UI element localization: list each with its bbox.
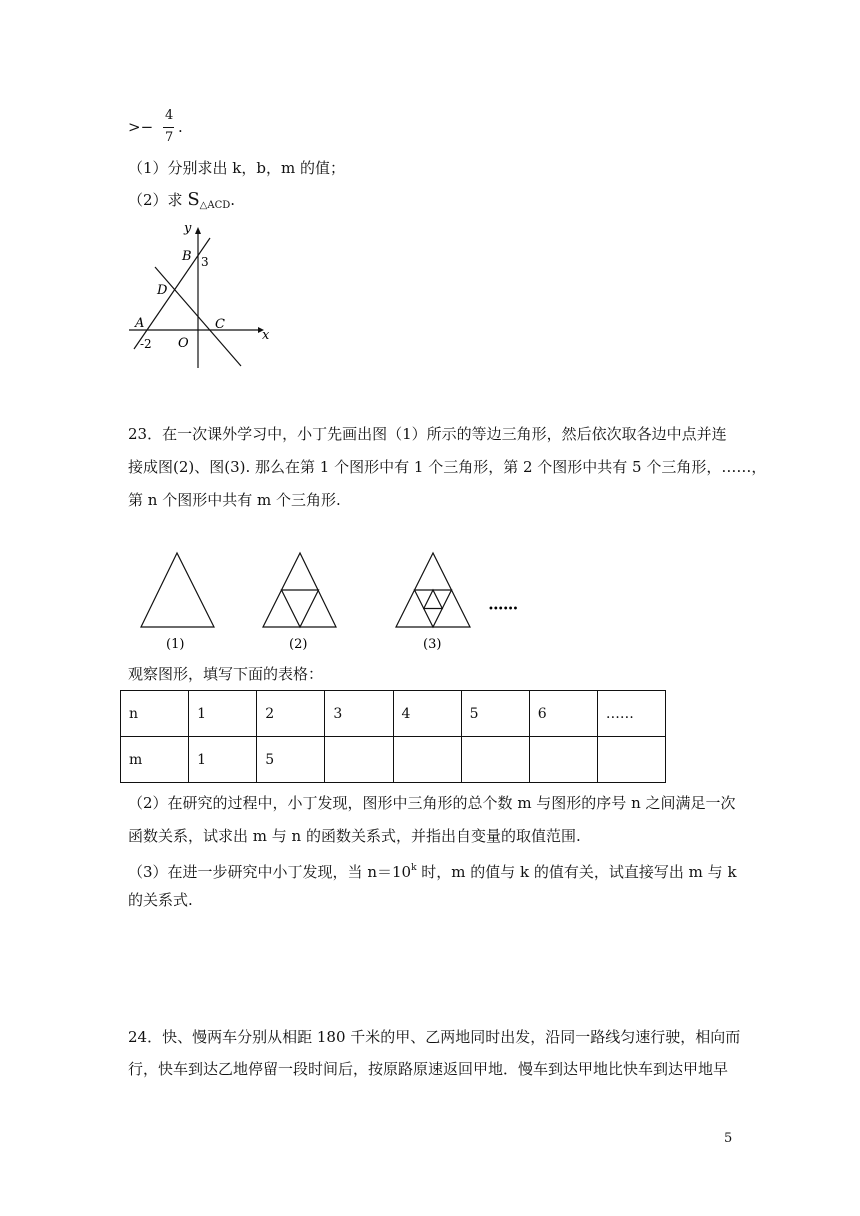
fraction-bar (163, 127, 174, 128)
label-a: A (135, 316, 145, 331)
table-cell: 1 (189, 691, 257, 737)
fraction-denominator: 7 (165, 130, 174, 145)
table-cell: 5 (257, 737, 325, 783)
figure-ellipsis: •••••• (488, 604, 518, 615)
table-intro: 观察图形，填写下面的表格： (128, 665, 324, 683)
q23-line1: 23．在一次课外学习中，小丁先画出图（1）所示的等边三角形，然后依次取各边中点并连 (128, 425, 727, 443)
label-d: D (157, 283, 168, 298)
q23-line2: 接成图(2)、图(3). 那么在第 1 个图形中有 1 个三角形，第 2 个图形中共有 5 个三角形，……， (128, 458, 767, 476)
page-number: 5 (724, 1131, 733, 1146)
label-o: O (178, 336, 189, 351)
table-cell: 2 (257, 691, 325, 737)
y-axis-arrow (195, 227, 201, 234)
table-row-n (121, 691, 666, 737)
label-c: C (215, 317, 225, 332)
triangle-figures (130, 545, 530, 657)
table-cell (529, 737, 597, 783)
q22-part1: （1）分别求出 k，b，m 的值； (128, 159, 345, 177)
table-cell (461, 737, 529, 783)
coordinate-graph (125, 218, 275, 373)
table-cell (393, 737, 461, 783)
label-neg2: -2 (140, 337, 152, 351)
table-cell: m (121, 737, 189, 783)
table-row-m (121, 737, 666, 783)
data-table (120, 690, 666, 783)
table-cell: 6 (529, 691, 597, 737)
inequality-prefix: >− (128, 118, 154, 136)
triangle-figure-2-inner (282, 590, 319, 627)
table-cell (597, 737, 665, 783)
figure-label-3: (3) (423, 637, 442, 652)
label-x: x (262, 328, 270, 343)
label-b: B (182, 249, 192, 264)
q23-part3-line2: 的关系式. (128, 891, 193, 909)
triangle-figure-3-inner (424, 590, 443, 609)
q23-part2-line1: （2）在研究的过程中，小丁发现，图形中三角形的总个数 m 与图形的序号 n 之间满足一次 (128, 794, 736, 812)
line-ab (134, 238, 210, 349)
figure-label-1: (1) (166, 637, 185, 652)
table-cell (325, 737, 393, 783)
table-cell: 5 (461, 691, 529, 737)
label-three: 3 (201, 255, 209, 269)
q23-line3: 第 n 个图形中共有 m 个三角形. (128, 491, 341, 509)
inequality-end: . (178, 118, 183, 136)
table-cell: n (121, 691, 189, 737)
triangle-figure-1 (141, 553, 214, 627)
q24-line1: 24．快、慢两车分别从相距 180 千米的甲、乙两地同时出发，沿同一路线匀速行驶，相向而 (128, 1028, 741, 1046)
q23-part2-line2: 函数关系，试求出 m 与 n 的函数关系式，并指出自变量的取值范围. (128, 827, 581, 845)
fraction-numerator: 4 (165, 108, 174, 123)
label-y: y (184, 221, 192, 236)
figure-label-2: (2) (289, 637, 308, 652)
q24-line2: 行，快车到达乙地停留一段时间后，按原路原速返回甲地．慢车到达甲地比快车到达甲地早 (128, 1060, 729, 1078)
table-cell: 4 (393, 691, 461, 737)
table-cell: 3 (325, 691, 393, 737)
table-cell: …… (597, 691, 665, 737)
q23-part3-line1: （3）在进一步研究中小丁发现，当 $n=10^k$ 时，m 的值与 k 的值有关，试直接写出 m 与 k (128, 863, 737, 881)
q22-part2: （2）求 $S_{\triangle ACD}$. (128, 189, 236, 211)
table-cell: 1 (189, 737, 257, 783)
